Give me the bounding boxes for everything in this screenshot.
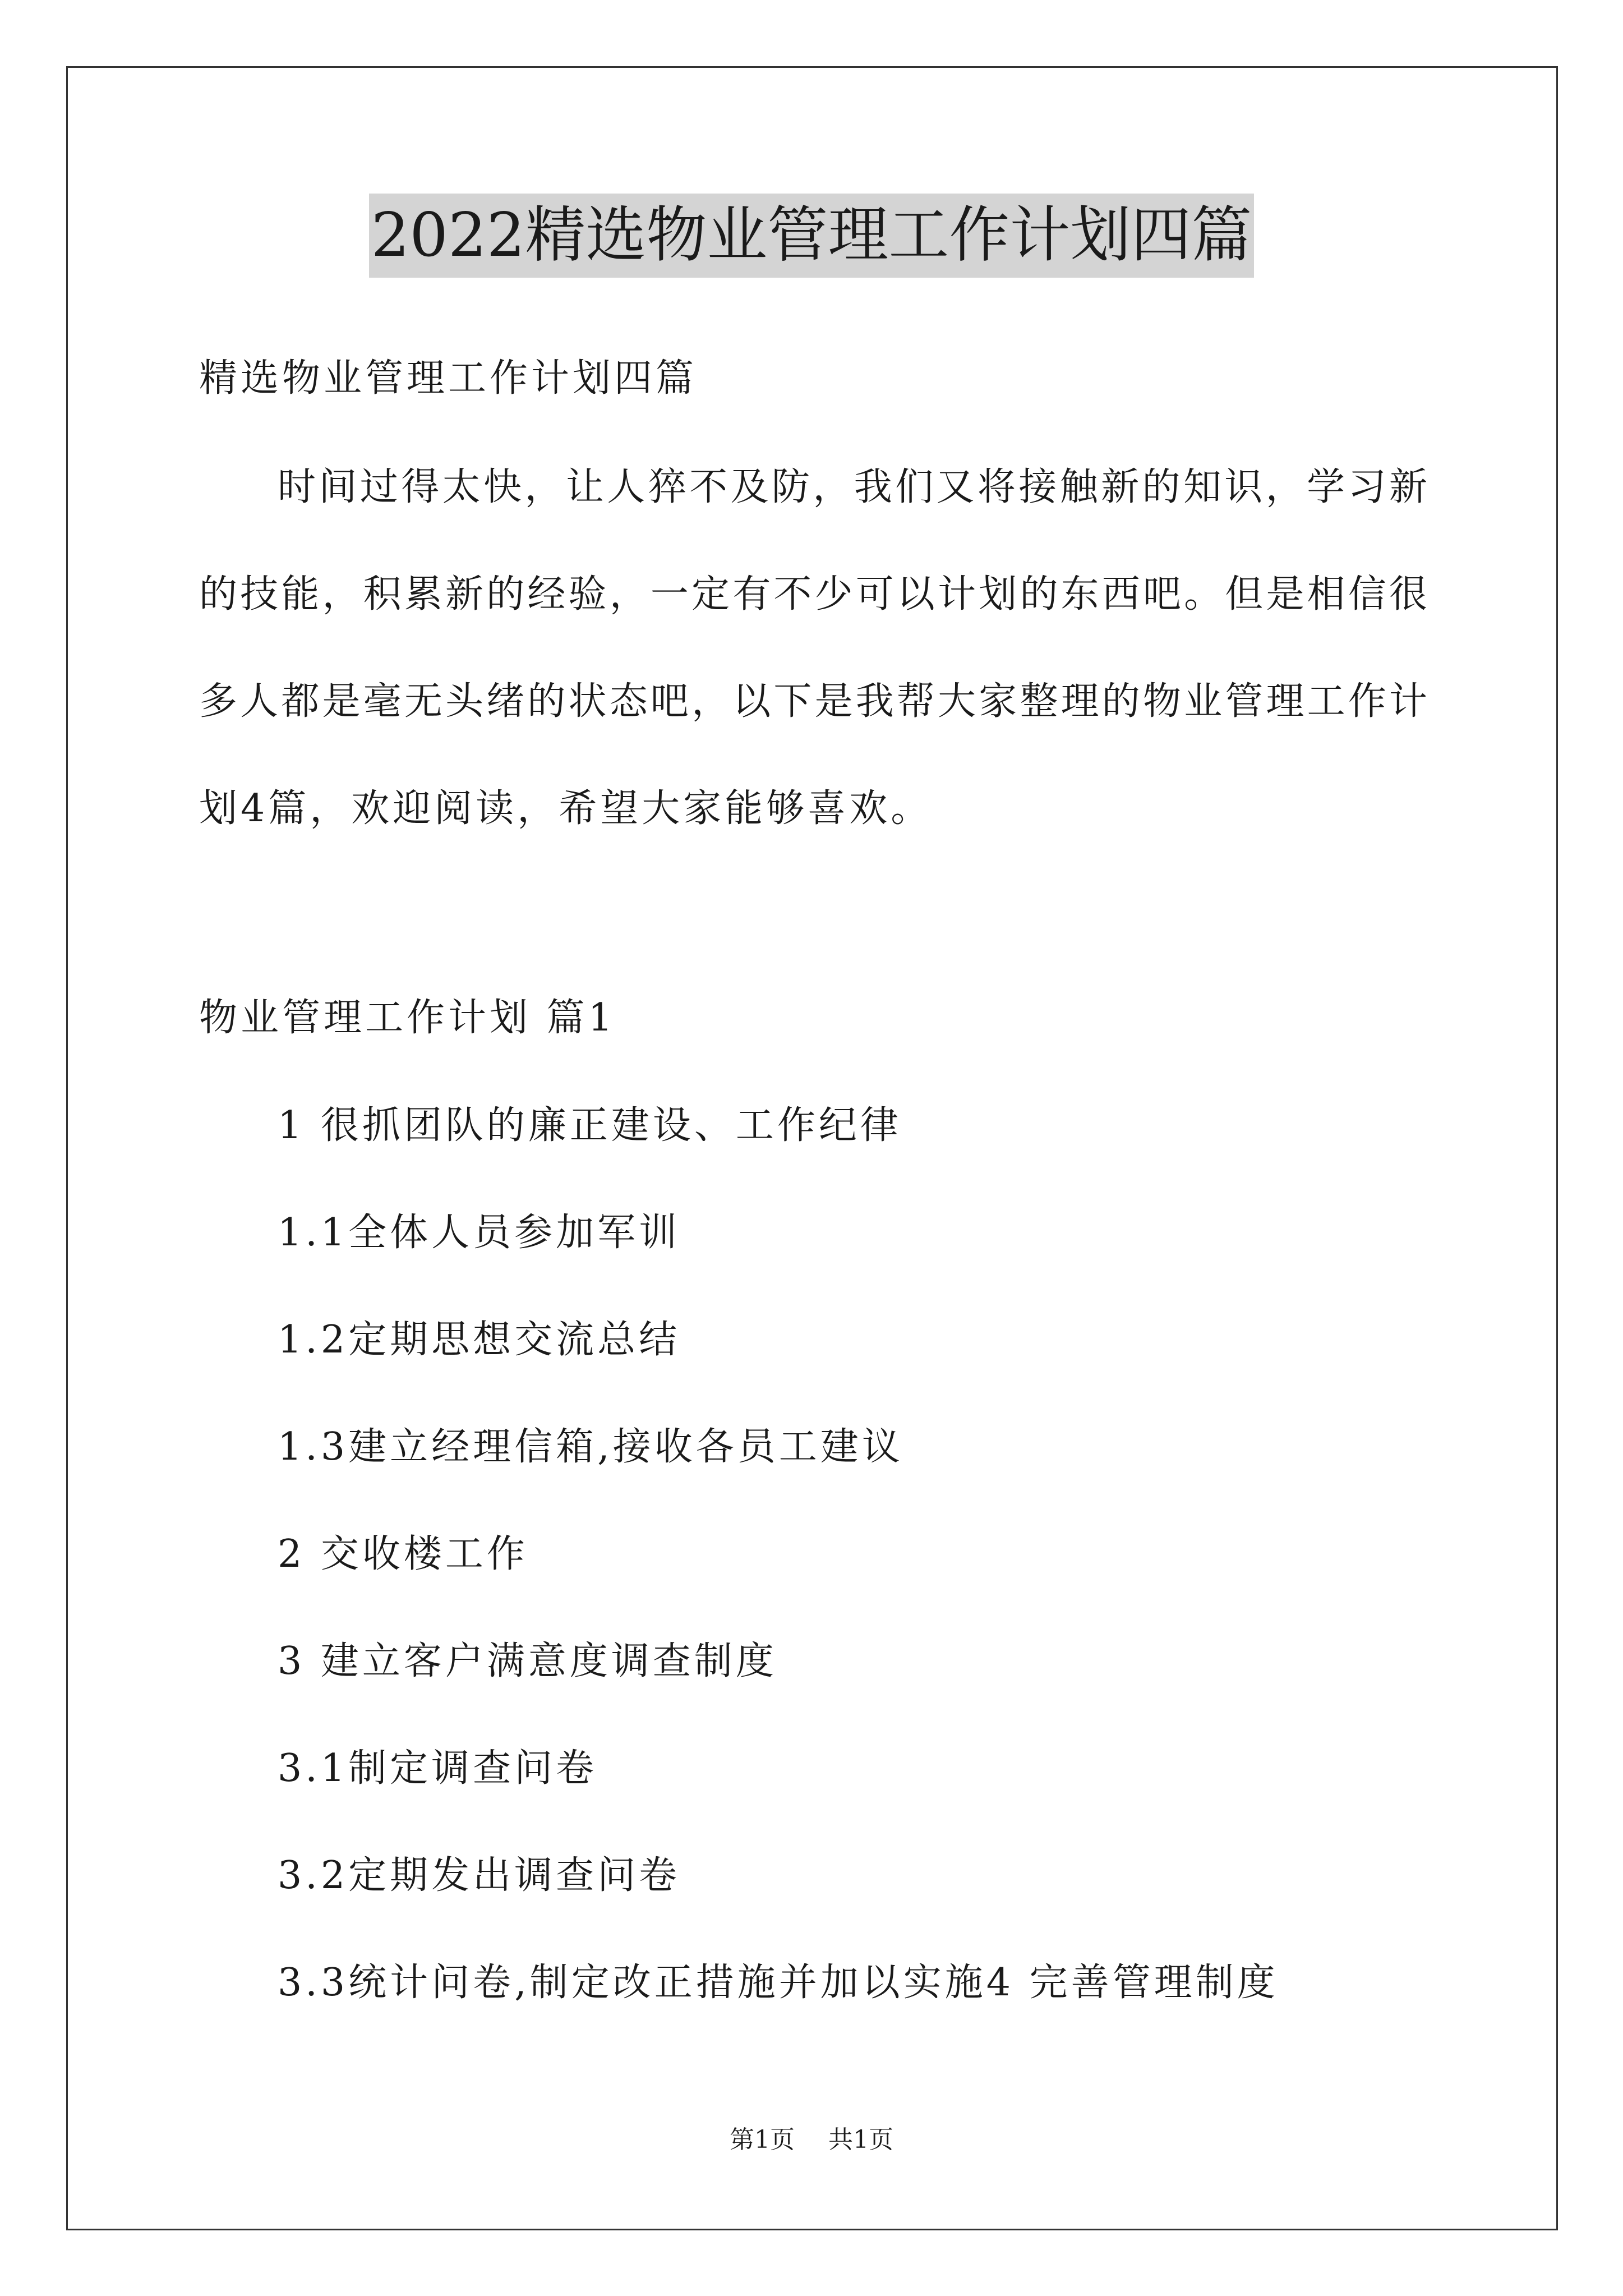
- list-item: 1.1全体人员参加军训: [278, 1211, 681, 1255]
- document-title: 2022精选物业管理工作计划四篇: [369, 194, 1255, 278]
- list-item: 3.1制定调查问卷: [278, 1746, 598, 1791]
- page-footer: [0, 2123, 1623, 2157]
- title-container: [0, 194, 1623, 278]
- list-item: 1.2定期思想交流总结: [278, 1318, 681, 1362]
- section-heading: 物业管理工作计划 篇1: [199, 996, 616, 1040]
- intro-line-1: 时间过得太快，让人猝不及防，我们又将接触新的知识，学习新: [278, 465, 1427, 509]
- document-subtitle: 精选物业管理工作计划四篇: [199, 356, 698, 401]
- intro-line-2: 的技能，积累新的经验，一定有不少可以计划的东西吧。但是相信很: [199, 572, 1427, 616]
- list-item: 3 建立客户满意度调查制度: [278, 1639, 777, 1683]
- list-item: 2 交收楼工作: [278, 1532, 528, 1576]
- list-item: 1 很抓团队的廉正建设、工作纪律: [278, 1103, 902, 1148]
- intro-line-4: 划4篇，欢迎阅读，希望大家能够喜欢。: [199, 786, 933, 831]
- list-item: 3.3统计问卷,制定改正措施并加以实施4 完善管理制度: [278, 1961, 1279, 2005]
- page-total: 共1页: [828, 2125, 893, 2154]
- list-item: 1.3建立经理信箱,接收各员工建议: [278, 1425, 903, 1469]
- intro-line-3: 多人都是毫无头绪的状态吧，以下是我帮大家整理的物业管理工作计: [199, 679, 1427, 724]
- page-number: 第1页: [730, 2125, 795, 2154]
- list-item: 3.2定期发出调查问卷: [278, 1853, 681, 1898]
